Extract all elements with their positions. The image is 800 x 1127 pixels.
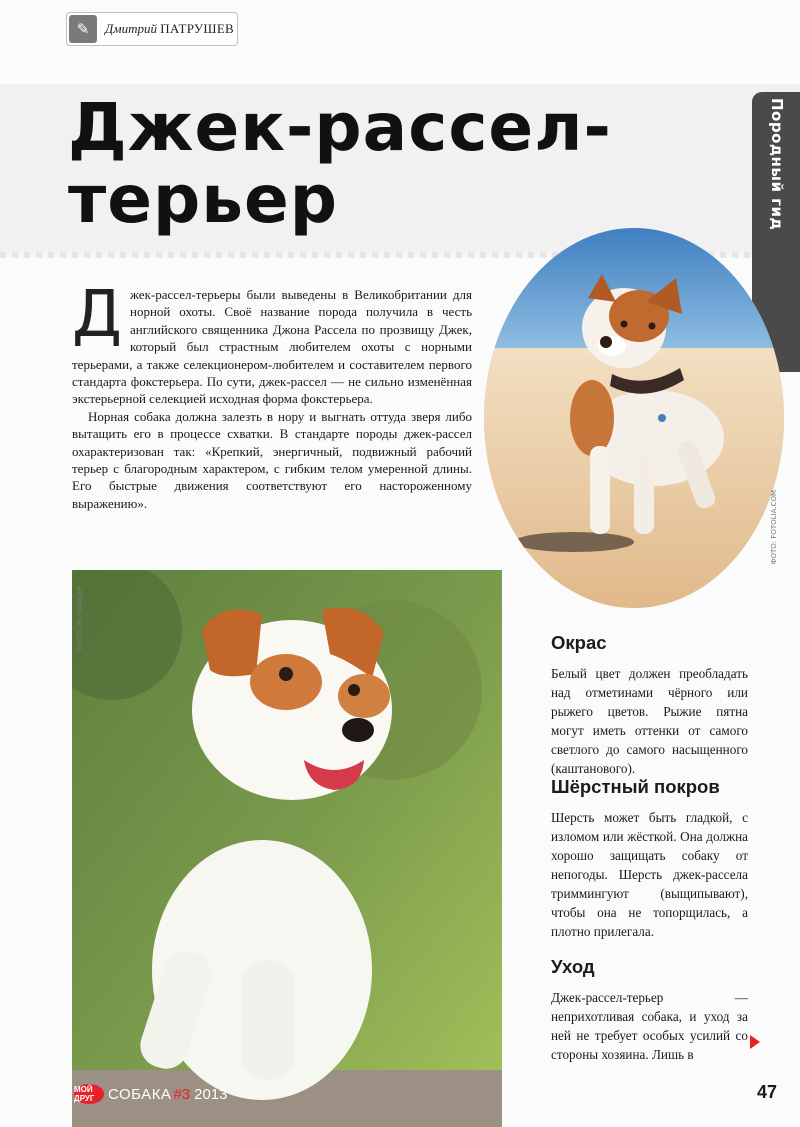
section-text: Шерсть может быть гладкой, с изломом или жёсткой. Она должна хорошо защищать собаку от непогоды. Шерсть джек-рассела триммингуют (выщипывают), чтобы она не топорщилась, а плотно прилегала. — [551, 810, 748, 939]
page-number: 47 — [757, 1082, 778, 1102]
author-first-name: Дмитрий — [105, 21, 157, 36]
issue-year: 2013 — [194, 1085, 228, 1103]
side-tab-label: Породный гид — [768, 98, 786, 231]
section-text: Белый цвет должен преобладать над отметинами чёрного или рыжего цветов. Рыжие пятна могут иметь оттенки от самого светлого до самого насыщенного (каштанового). — [551, 666, 748, 776]
author-name — [105, 21, 234, 37]
rough-coat-terrier-photo — [72, 570, 502, 1127]
title-line-2: терьер — [68, 161, 338, 238]
section-color — [551, 632, 748, 778]
drop-cap: Д — [72, 278, 122, 352]
beach-terrier-illustration — [484, 228, 784, 608]
continue-arrow-icon — [750, 1035, 760, 1049]
intro-paragraph-1 — [72, 278, 472, 408]
beach-terrier-photo — [484, 228, 784, 608]
intro-text — [72, 278, 472, 512]
intro-paragraph-1-text: жек-рассел-терьеры были выведены в Великобритании для норной охоты. Своё название порода получила в честь английского священника Джона Рассела по прозвищу Джек, который был страстным любителем охоты с норными терьерами, а также селекционером-любителем и составителем первого стандарта фокстерьера. По сути, джек-рассел — не сильно изменённая экстерьерной селекцией исходная форма фокстерьера. — [72, 287, 472, 407]
page-footer — [74, 1084, 228, 1104]
section-heading: Шёрстный покров — [551, 776, 720, 797]
author-byline — [66, 12, 238, 46]
section-text: Джек-рассел-терьер — неприхотливая собака, и уход за ней не требует особых усилий со стороны хозяина. Лишь в — [551, 990, 748, 1062]
title-line-1: Джек-рассел- — [68, 89, 612, 166]
round-photo-credit: ФОТО: FOTOLIA.COM — [770, 490, 778, 565]
rough-coat-terrier-illustration — [72, 570, 502, 1127]
section-heading: Окрас — [551, 632, 607, 653]
magazine-name: СОБАКА — [108, 1085, 172, 1103]
page-title — [68, 89, 708, 238]
section-heading: Уход — [551, 956, 595, 977]
magazine-logo: МОЙ ДРУГ — [74, 1084, 104, 1104]
large-photo-credit: ФОТО: М. ЗАЙЦЕР — [76, 586, 84, 651]
intro-paragraph-2: Норная собака должна залезть в нору и выгнать оттуда зверя либо вытащить его в процессе схватки. В стандарте породы джек-рассел охарактеризован так: «Крепкий, энергичный, подвижный рабочий терьер с благородным характером, с гибким телом умеренной длины. Его быстрые движения соответствуют его настороженному выражению». — [72, 408, 472, 511]
section-coat — [551, 776, 748, 941]
section-care — [551, 956, 748, 1064]
quill-pen-icon: ✎ — [69, 15, 97, 43]
issue-number: #3 — [173, 1085, 191, 1103]
author-last-name: ПАТРУШЕВ — [160, 21, 235, 36]
